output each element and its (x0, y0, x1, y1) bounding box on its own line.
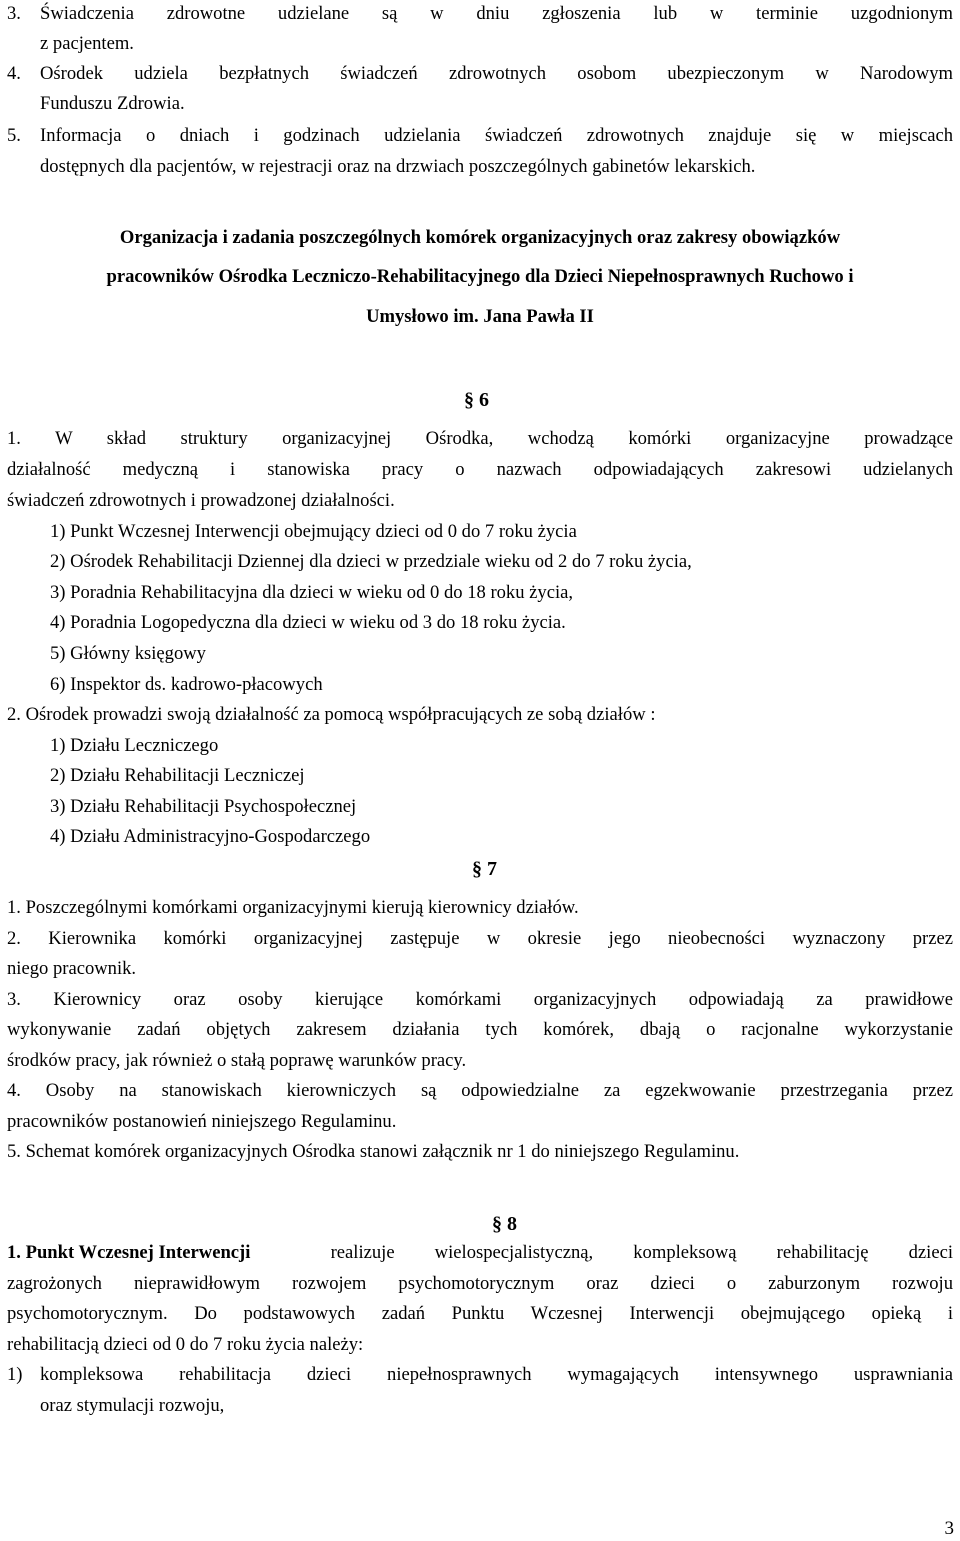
paragraph-8-mark: § 8 (492, 1213, 517, 1235)
p8-item-1-number: 1) (7, 1364, 23, 1385)
point-3-line-1: Świadczenia zdrowotne udzielane są w dniu zgłoszenia lub w terminie uzgodnionym (40, 3, 953, 24)
point-4-line-1: Ośrodek udziela bezpłatnych świadczeń zdrowotnych osobom ubezpieczonym w Narodowym (40, 63, 953, 84)
p6-list-item: 5) Główny księgowy (50, 643, 206, 664)
point-5-line-2: dostępnych dla pacjentów, w rejestracji oraz na drzwiach poszczególnych gabinetów lekarskich. (40, 156, 756, 177)
section-heading-line-2: pracowników Ośrodka Leczniczo-Rehabilitacyjnego dla Dzieci Niepełnosprawnych Ruchowo i (106, 266, 854, 287)
p6-dept-item: 3) Działu Rehabilitacji Psychospołecznej (50, 796, 357, 817)
p7-point-4-line-1: 4. Osoby na stanowiskach kierowniczych są odpowiedzialne za egzekwowanie przestrzegania przez (7, 1080, 953, 1101)
paragraph-6-mark: § 6 (464, 389, 489, 411)
p8-point-1-line-3: psychomotorycznym. Do podstawowych zadań Punktu Wczesnej Interwencji obejmującego opieką i (7, 1303, 953, 1324)
p6-dept-item: 1) Działu Leczniczego (50, 735, 219, 756)
point-5-line-1: Informacja o dniach i godzinach udzielania świadczeń zdrowotnych znajduje się w miejscach (40, 125, 953, 146)
p6-list-item: 2) Ośrodek Rehabilitacji Dziennej dla dzieci w przedziale wieku od 2 do 7 roku życia, (50, 551, 692, 572)
point-4-line-2: Funduszu Zdrowia. (40, 93, 185, 114)
point-5-number: 5. (7, 125, 21, 146)
p6-list-item: 3) Poradnia Rehabilitacyjna dla dzieci w wieku od 0 do 18 roku życia, (50, 582, 574, 603)
p6-dept-item: 4) Działu Administracyjno-Gospodarczego (50, 826, 371, 847)
p6-point-2: 2. Ośrodek prowadzi swoją działalność za pomocą współpracujących ze sobą działów : (7, 704, 656, 725)
paragraph-7-mark: § 7 (472, 858, 497, 880)
section-heading-line-1: Organizacja i zadania poszczególnych komórek organizacyjnych oraz zakresy obowiązków (119, 227, 841, 248)
p7-point-5: 5. Schemat komórek organizacyjnych Ośrodka stanowi załącznik nr 1 do niniejszego Regulaminu. (7, 1141, 740, 1162)
p8-point-1-line-4: rehabilitacją dzieci od 0 do 7 roku życia należy: (7, 1334, 364, 1355)
p7-point-2-line-2: niego pracownik. (7, 958, 137, 979)
p6-point-1-line-2: działalność medyczną i stanowiska pracy o nazwach odpowiadających zakresowi udzielanych (7, 459, 953, 480)
p8-point-1-line-1 (7, 1242, 953, 1264)
section-heading-line-3: Umysłowo im. Jana Pawła II (366, 306, 594, 327)
p7-point-1: 1. Poszczególnymi komórkami organizacyjnymi kierują kierownicy działów. (7, 897, 579, 918)
p7-point-3-line-1: 3. Kierownicy oraz osoby kierujące komórkami organizacyjnych odpowiadają za prawidłowe (7, 989, 953, 1010)
p6-dept-item: 2) Działu Rehabilitacji Leczniczej (50, 765, 305, 786)
p6-point-1-line-1: 1. W skład struktury organizacyjnej Ośrodka, wchodzą komórki organizacyjne prowadzące (7, 428, 953, 449)
p7-point-3-line-3: środków pracy, jak również o stałą poprawę warunków pracy. (7, 1050, 467, 1071)
p8-point-1-title: 1. Punkt Wczesnej Interwencji (7, 1242, 251, 1263)
page-number: 3 (944, 1518, 954, 1539)
p6-list-item: 4) Poradnia Logopedyczna dla dzieci w wieku od 3 do 18 roku życia. (50, 612, 566, 633)
point-4-number: 4. (7, 63, 21, 84)
point-3-line-2: z pacjentem. (40, 33, 134, 54)
p6-point-1-line-3: świadczeń zdrowotnych i prowadzonej działalności. (7, 490, 395, 511)
p7-point-4-line-2: pracowników postanowień niniejszego Regulaminu. (7, 1111, 397, 1132)
p8-point-1-line-1-text: realizuje wielospecjalistyczną, kompleksową rehabilitację dzieci (250, 1242, 953, 1263)
p6-list-item: 1) Punkt Wczesnej Interwencji obejmujący dzieci od 0 do 7 roku życia (50, 521, 577, 542)
p8-point-1-line-2: zagrożonych nieprawidłowym rozwojem psychomotorycznym oraz dzieci o zaburzonym rozwoju (7, 1273, 953, 1294)
p8-item-1-line-1: kompleksowa rehabilitacja dzieci niepełnosprawnych wymagających intensywnego usprawniania (40, 1364, 953, 1385)
p6-list-item: 6) Inspektor ds. kadrowo-płacowych (50, 674, 323, 695)
p7-point-3-line-2: wykonywanie zadań objętych zakresem działania tych komórek, dbają o racjonalne wykorzystanie (7, 1019, 953, 1040)
p7-point-2-line-1: 2. Kierownika komórki organizacyjnej zastępuje w okresie jego nieobecności wyznaczony przez (7, 928, 953, 949)
p8-item-1-line-2: oraz stymulacji rozwoju, (40, 1395, 225, 1416)
point-3-number: 3. (7, 3, 21, 24)
